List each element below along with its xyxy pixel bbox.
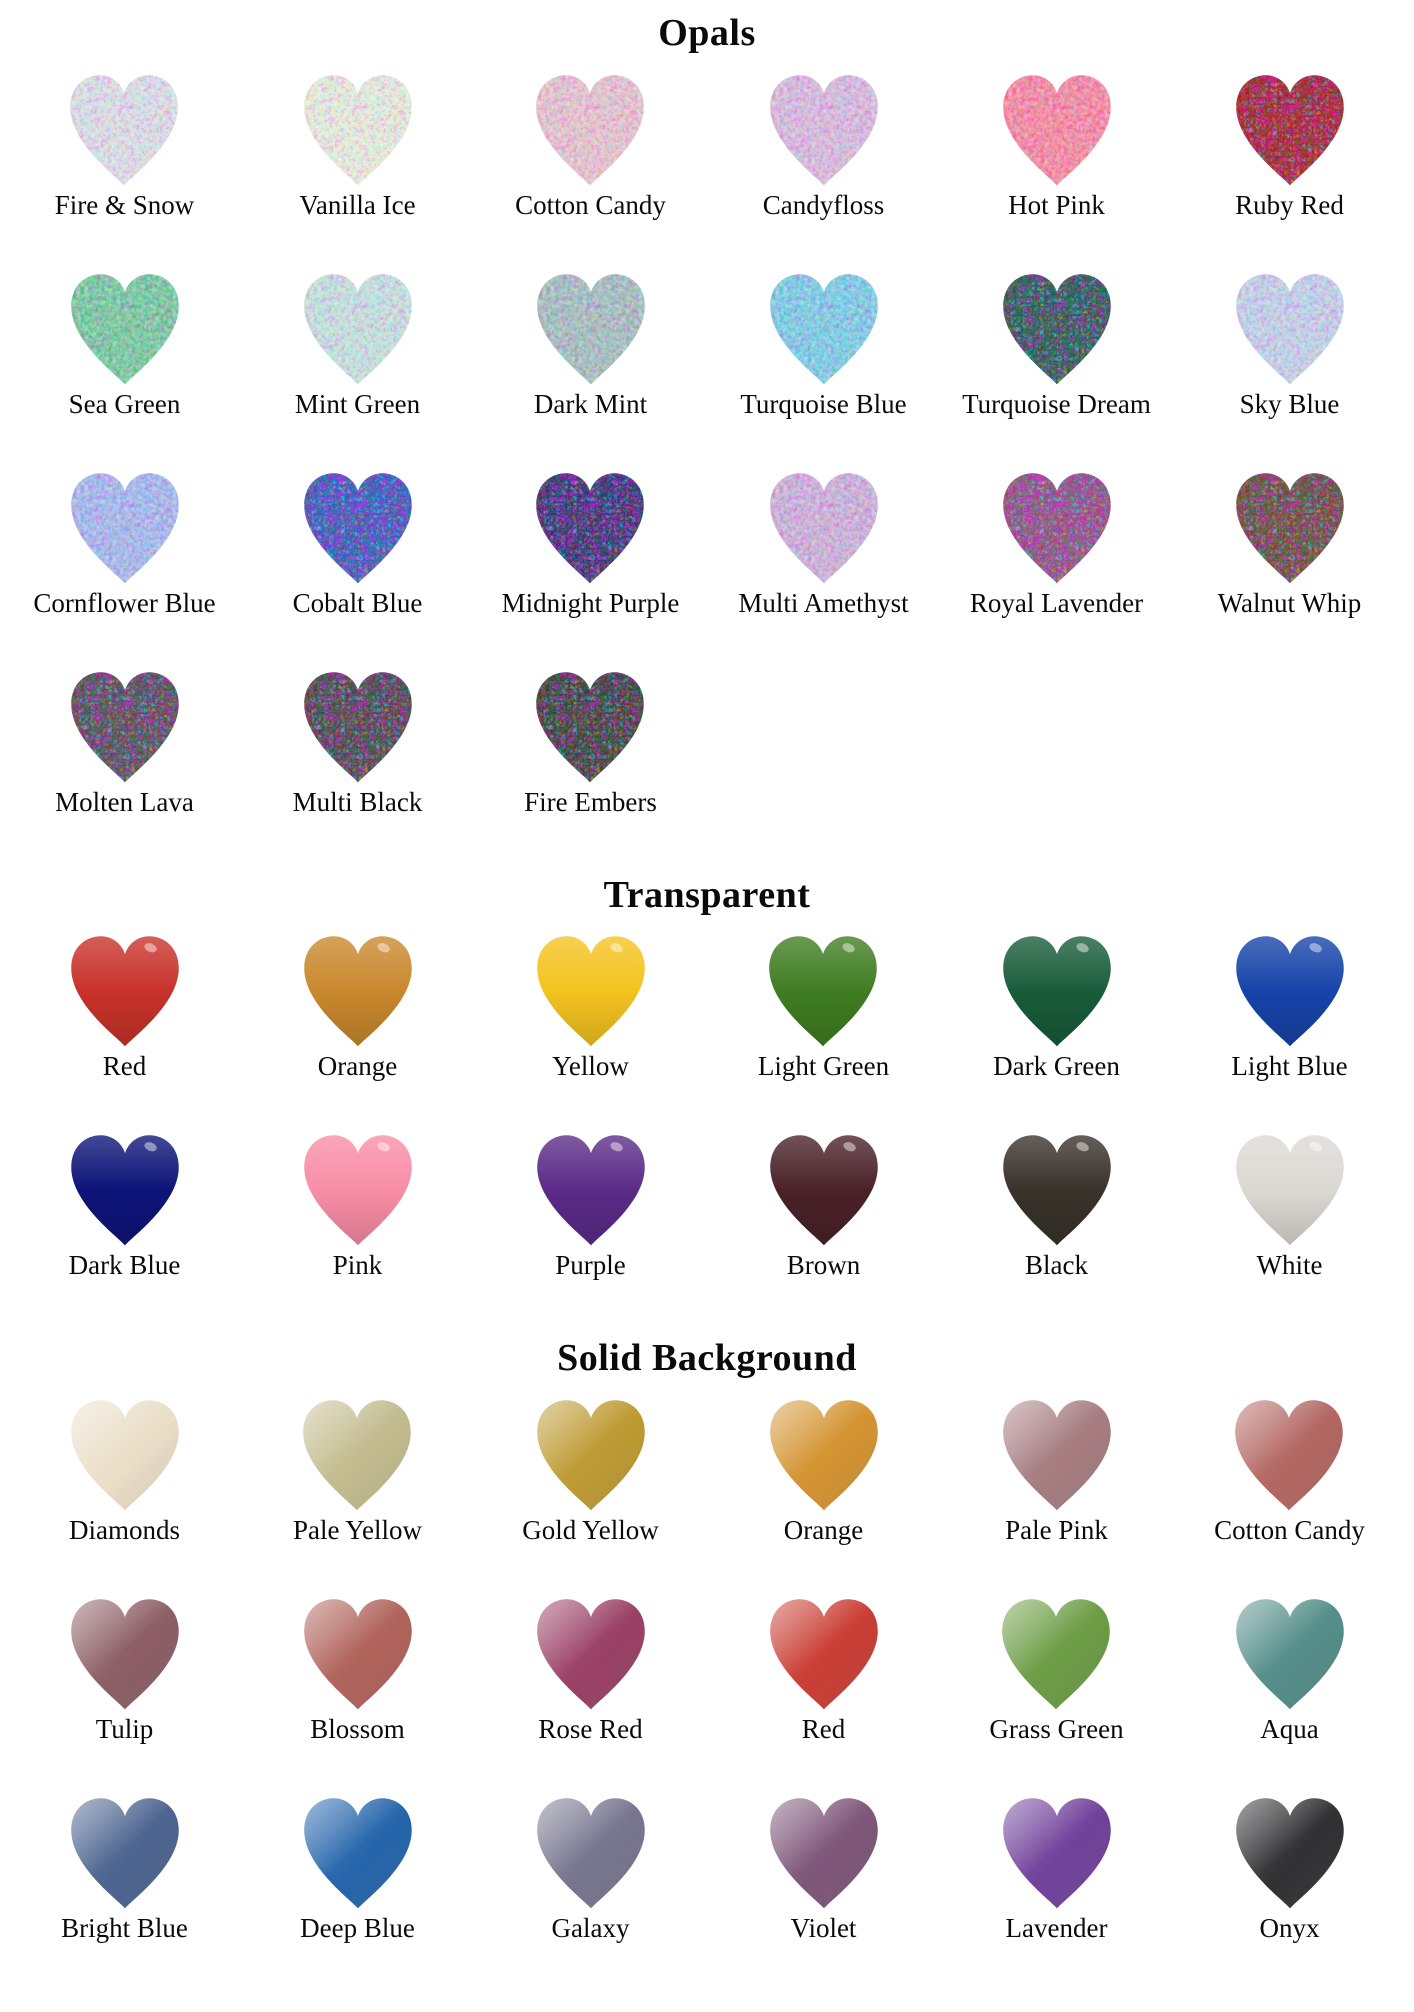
swatch-cell-dark-green <box>993 927 1121 1126</box>
swatch-cell-orange <box>760 1391 888 1590</box>
swatch-label: Galaxy <box>551 1913 630 1944</box>
swatch-cell-aqua <box>1226 1590 1354 1789</box>
swatch-cell-candyfloss <box>760 66 888 265</box>
swatch-cell-vanilla-ice <box>294 66 422 265</box>
swatch-label: Dark Mint <box>533 388 648 419</box>
swatch-cell-grass-green <box>989 1590 1123 1789</box>
heart-swatch-icon <box>1226 70 1354 188</box>
swatch-cell-walnut-whip <box>1218 464 1362 663</box>
swatch-label: Fire & Snow <box>54 189 195 220</box>
swatch-cell-blossom <box>294 1590 422 1789</box>
section-transparent <box>0 874 1414 1326</box>
swatch-label: Yellow <box>552 1051 629 1082</box>
swatch-label: Aqua <box>1260 1714 1319 1745</box>
swatch-label: Gold Yellow <box>522 1515 659 1546</box>
heart-swatch-icon <box>760 1395 888 1513</box>
swatch-label: Pink <box>332 1250 383 1281</box>
swatch-label: Cornflower Blue <box>33 587 216 618</box>
swatch-cell-cotton-candy <box>1214 1391 1365 1590</box>
heart-swatch-icon <box>993 1395 1121 1513</box>
heart-swatch-icon <box>61 667 189 785</box>
swatch-cell-red <box>61 927 189 1126</box>
swatch-grid <box>0 1391 1414 1988</box>
swatch-label: Diamonds <box>69 1515 180 1546</box>
swatch-label: Light Green <box>757 1051 890 1082</box>
swatch-label: Turquoise Blue <box>740 388 907 419</box>
swatch-cell-deep-blue <box>294 1789 422 1988</box>
swatch-cell-violet <box>760 1789 888 1988</box>
swatch-cell-cotton-candy <box>515 66 666 265</box>
heart-swatch-icon <box>294 70 422 188</box>
swatch-cell-black <box>993 1126 1121 1325</box>
swatch-grid <box>0 66 1414 862</box>
heart-swatch-icon <box>61 1395 189 1513</box>
heart-swatch-icon <box>61 1130 189 1248</box>
swatch-cell-rose-red <box>527 1590 655 1789</box>
swatch-label: Brown <box>786 1250 861 1281</box>
section-opals <box>0 12 1414 862</box>
section-title: Transparent <box>603 873 811 916</box>
heart-swatch-icon <box>294 931 422 1049</box>
heart-swatch-icon <box>760 269 888 387</box>
swatch-label: Violet <box>790 1913 857 1944</box>
swatch-label: Black <box>1025 1250 1088 1281</box>
heart-swatch-icon <box>61 269 189 387</box>
swatch-cell-multi-black <box>293 663 423 862</box>
swatch-label: Molten Lava <box>55 786 194 817</box>
swatch-label: Dark Blue <box>68 1250 181 1281</box>
swatch-cell-red <box>760 1590 888 1789</box>
heart-swatch-icon <box>760 1793 888 1911</box>
swatch-cell-fire-snow <box>55 66 195 265</box>
swatch-cell-dark-mint <box>527 265 655 464</box>
heart-swatch-icon <box>294 1594 422 1712</box>
swatch-cell-light-green <box>758 927 889 1126</box>
swatch-label: Multi Black <box>292 786 423 817</box>
heart-swatch-icon <box>993 1793 1121 1911</box>
swatch-cell-pale-yellow <box>293 1391 422 1590</box>
section-solid-background <box>0 1337 1414 1988</box>
heart-swatch-icon <box>1225 1395 1353 1513</box>
swatch-label: Hot Pink <box>1008 189 1105 220</box>
heart-swatch-icon <box>527 1130 655 1248</box>
swatch-label: Cotton Candy <box>515 189 666 220</box>
swatch-label: Tulip <box>95 1714 154 1745</box>
heart-swatch-icon <box>526 468 654 586</box>
swatch-cell-white <box>1226 1126 1354 1325</box>
heart-swatch-icon <box>527 931 655 1049</box>
swatch-label: Blossom <box>310 1714 405 1745</box>
swatch-cell-onyx <box>1226 1789 1354 1988</box>
heart-swatch-icon <box>527 1793 655 1911</box>
swatch-grid <box>0 927 1414 1325</box>
swatch-label: Rose Red <box>538 1714 643 1745</box>
swatch-label: Cobalt Blue <box>292 587 423 618</box>
heart-swatch-icon <box>527 269 655 387</box>
heart-swatch-icon <box>993 269 1121 387</box>
swatch-label: Deep Blue <box>300 1913 415 1944</box>
swatch-cell-galaxy <box>527 1789 655 1988</box>
swatch-cell-midnight-purple <box>502 464 680 663</box>
heart-swatch-icon <box>1226 1594 1354 1712</box>
heart-swatch-icon <box>993 1130 1121 1248</box>
swatch-cell-sea-green <box>61 265 189 464</box>
heart-swatch-icon <box>294 1793 422 1911</box>
heart-swatch-icon <box>294 468 422 586</box>
swatch-cell-ruby-red <box>1226 66 1354 265</box>
heart-swatch-icon <box>760 1130 888 1248</box>
section-title: Solid Background <box>557 1337 857 1380</box>
swatch-label: Vanilla Ice <box>299 189 416 220</box>
heart-swatch-icon <box>993 931 1121 1049</box>
swatch-label: Candyfloss <box>762 189 885 220</box>
swatch-label: Royal Lavender <box>969 587 1144 618</box>
heart-swatch-icon <box>61 1594 189 1712</box>
swatch-cell-fire-embers <box>524 663 657 862</box>
section-title: Opals <box>658 12 756 54</box>
swatch-cell-light-blue <box>1226 927 1354 1126</box>
heart-swatch-icon <box>993 70 1121 188</box>
swatch-label: Bright Blue <box>61 1913 188 1944</box>
swatch-cell-brown <box>760 1126 888 1325</box>
swatch-cell-royal-lavender <box>970 464 1143 663</box>
swatch-label: Turquoise Dream <box>962 388 1151 419</box>
swatch-cell-bright-blue <box>61 1789 189 1988</box>
swatch-cell-sky-blue <box>1226 265 1354 464</box>
swatch-label: Lavender <box>1005 1913 1108 1944</box>
swatch-cell-lavender <box>993 1789 1121 1988</box>
heart-swatch-icon <box>293 1395 421 1513</box>
swatch-label: Red <box>801 1714 846 1745</box>
heart-swatch-icon <box>61 931 189 1049</box>
heart-swatch-icon <box>527 1395 655 1513</box>
swatch-label: Sea Green <box>68 388 181 419</box>
heart-swatch-icon <box>61 1793 189 1911</box>
swatch-label: Mint Green <box>294 388 421 419</box>
heart-swatch-icon <box>1226 1793 1354 1911</box>
swatch-cell-cornflower-blue <box>33 464 215 663</box>
swatch-cell-cobalt-blue <box>293 464 423 663</box>
swatch-cell-dark-blue <box>61 1126 189 1325</box>
swatch-label: Orange <box>783 1515 864 1546</box>
swatch-cell-orange <box>294 927 422 1126</box>
swatch-cell-molten-lava <box>55 663 194 862</box>
swatch-label: Pale Pink <box>1005 1515 1108 1546</box>
swatch-label: Orange <box>317 1051 398 1082</box>
heart-swatch-icon <box>1226 468 1354 586</box>
heart-swatch-icon <box>759 931 887 1049</box>
swatch-label: Fire Embers <box>524 786 657 817</box>
heart-swatch-icon <box>1226 269 1354 387</box>
swatch-label: Midnight Purple <box>501 587 680 618</box>
swatch-cell-diamonds <box>61 1391 189 1590</box>
heart-swatch-icon <box>760 468 888 586</box>
heart-swatch-icon <box>294 1130 422 1248</box>
heart-swatch-icon <box>993 468 1121 586</box>
heart-swatch-icon <box>1226 1130 1354 1248</box>
swatch-label: Purple <box>555 1250 626 1281</box>
swatch-label: Multi Amethyst <box>738 587 909 618</box>
swatch-cell-yellow <box>527 927 655 1126</box>
heart-swatch-icon <box>526 667 654 785</box>
heart-swatch-icon <box>526 70 654 188</box>
color-chart-page <box>0 12 1414 1988</box>
swatch-label: Walnut Whip <box>1217 587 1362 618</box>
swatch-label: Red <box>102 1051 147 1082</box>
swatch-cell-gold-yellow <box>522 1391 659 1590</box>
heart-swatch-icon <box>294 667 422 785</box>
swatch-cell-pink <box>294 1126 422 1325</box>
swatch-label: White <box>1256 1250 1323 1281</box>
swatch-cell-hot-pink <box>993 66 1121 265</box>
heart-swatch-icon <box>60 70 188 188</box>
swatch-label: Light Blue <box>1231 1051 1348 1082</box>
heart-swatch-icon <box>294 269 422 387</box>
heart-swatch-icon <box>992 1594 1120 1712</box>
swatch-label: Cotton Candy <box>1214 1515 1365 1546</box>
swatch-cell-purple <box>527 1126 655 1325</box>
heart-swatch-icon <box>527 1594 655 1712</box>
swatch-label: Dark Green <box>993 1051 1120 1082</box>
swatch-label: Sky Blue <box>1239 388 1340 419</box>
swatch-cell-tulip <box>61 1590 189 1789</box>
heart-swatch-icon <box>61 468 189 586</box>
swatch-label: Ruby Red <box>1235 189 1344 220</box>
swatch-label: Pale Yellow <box>292 1515 422 1546</box>
heart-swatch-icon <box>760 70 888 188</box>
heart-swatch-icon <box>760 1594 888 1712</box>
swatch-cell-mint-green <box>294 265 422 464</box>
swatch-cell-turquoise-dream <box>962 265 1151 464</box>
swatch-label: Onyx <box>1259 1913 1320 1944</box>
swatch-label: Grass Green <box>989 1714 1124 1745</box>
swatch-cell-turquoise-blue <box>740 265 906 464</box>
heart-swatch-icon <box>1226 931 1354 1049</box>
swatch-cell-multi-amethyst <box>738 464 908 663</box>
swatch-cell-pale-pink <box>993 1391 1121 1590</box>
